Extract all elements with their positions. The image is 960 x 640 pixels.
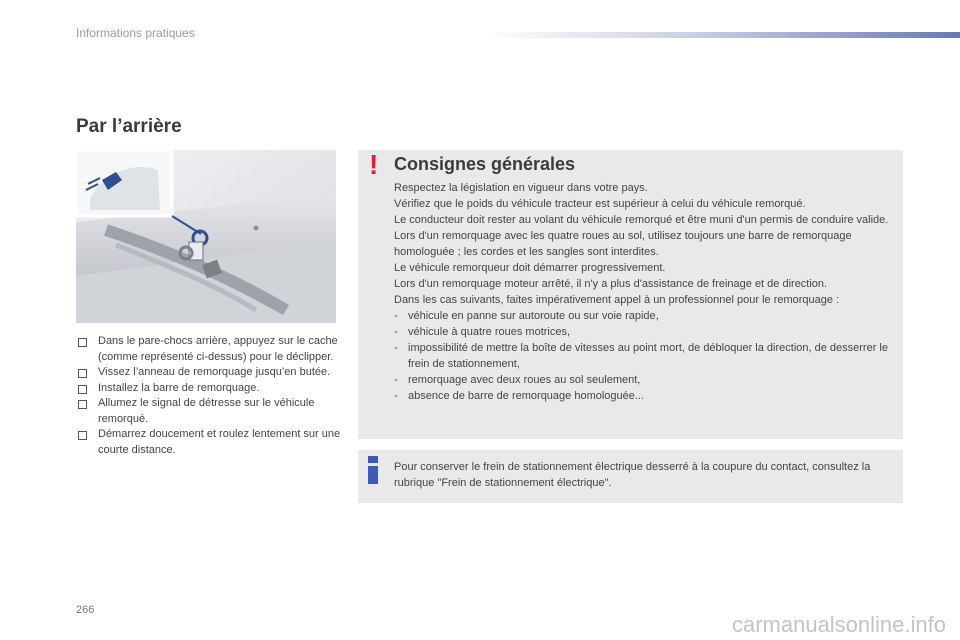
checkbox-bullet-icon bbox=[78, 385, 87, 394]
list-item bbox=[76, 381, 346, 397]
warning-exclamation-icon: ! bbox=[369, 149, 379, 180]
warning-title: Consignes générales bbox=[394, 154, 576, 174]
checkbox-bullet-icon bbox=[78, 338, 87, 347]
info-text: Pour conserver le frein de stationnement électrique desserré à la coupure du contact, consultez la rubrique "Frein de stationnement électrique". bbox=[394, 461, 871, 489]
step-text: Installez la barre de remorquage. bbox=[98, 381, 260, 394]
warning-paragraph: Lors d'un remorquage avec les quatre roues au sol, utilisez toujours une barre de remorquage homologuée ; les cordes et les sangles sont interdites. bbox=[394, 230, 852, 258]
list-item bbox=[76, 396, 346, 427]
step-text: Vissez l’anneau de remorquage jusqu’en butée. bbox=[98, 366, 331, 378]
list-item: - véhicule à quatre roues motrices, bbox=[394, 324, 899, 340]
watermark: carmanualsonline.info bbox=[731, 612, 946, 637]
warning-paragraph: Lors d'un remorquage moteur arrêté, il n'y a plus d'assistance de freinage et de direction. bbox=[394, 278, 828, 290]
info-icon bbox=[368, 456, 378, 484]
section-title: Par l’arrière bbox=[76, 116, 182, 137]
list-item bbox=[76, 427, 346, 458]
step-text: Allumez le signal de détresse sur le véhicule remorqué. bbox=[98, 397, 315, 425]
page-number: 266 bbox=[76, 604, 95, 616]
list-item bbox=[76, 365, 346, 381]
warning-cases-list bbox=[394, 308, 899, 404]
rear-bumper-illustration bbox=[76, 150, 336, 323]
list-item: - impossibilité de mettre la boîte de vitesses au point mort, de débloquer la direction, de desserrer le frein de stationnement, bbox=[394, 340, 899, 372]
list-item: - véhicule en panne sur autoroute ou sur voie rapide, bbox=[394, 308, 899, 324]
warning-paragraph: Vérifiez que le poids du véhicule tracteur est supérieur à celui du véhicule remorqué. bbox=[394, 198, 806, 210]
checkbox-bullet-icon bbox=[78, 400, 87, 409]
checkbox-bullet-icon bbox=[78, 431, 87, 440]
list-item bbox=[76, 334, 346, 365]
warning-paragraph: Le conducteur doit rester au volant du véhicule remorqué et être muni d'un permis de conduire valide. bbox=[394, 214, 889, 226]
step-text: Démarrez doucement et roulez lentement sur une courte distance. bbox=[98, 428, 341, 456]
checkbox-bullet-icon bbox=[78, 369, 87, 378]
warning-paragraph: Respectez la législation en vigueur dans votre pays. bbox=[394, 182, 648, 194]
warning-paragraph: Le véhicule remorqueur doit démarrer progressivement. bbox=[394, 262, 666, 274]
step-text: Dans le pare-chocs arrière, appuyez sur le cache (comme représenté ci-dessus) pour le déclipper. bbox=[98, 335, 338, 363]
header-gradient-bar bbox=[480, 32, 960, 38]
chapter-title: Informations pratiques bbox=[76, 26, 195, 40]
warning-paragraph: Dans les cas suivants, faites impérativement appel à un professionnel pour le remorquage : bbox=[394, 294, 840, 306]
steps-list bbox=[76, 334, 346, 458]
list-item: - absence de barre de remorquage homologuée... bbox=[394, 388, 899, 404]
towing-eye-illustration bbox=[76, 150, 336, 323]
list-item: - remorquage avec deux roues au sol seulement, bbox=[394, 372, 899, 388]
warning-body bbox=[394, 180, 899, 404]
